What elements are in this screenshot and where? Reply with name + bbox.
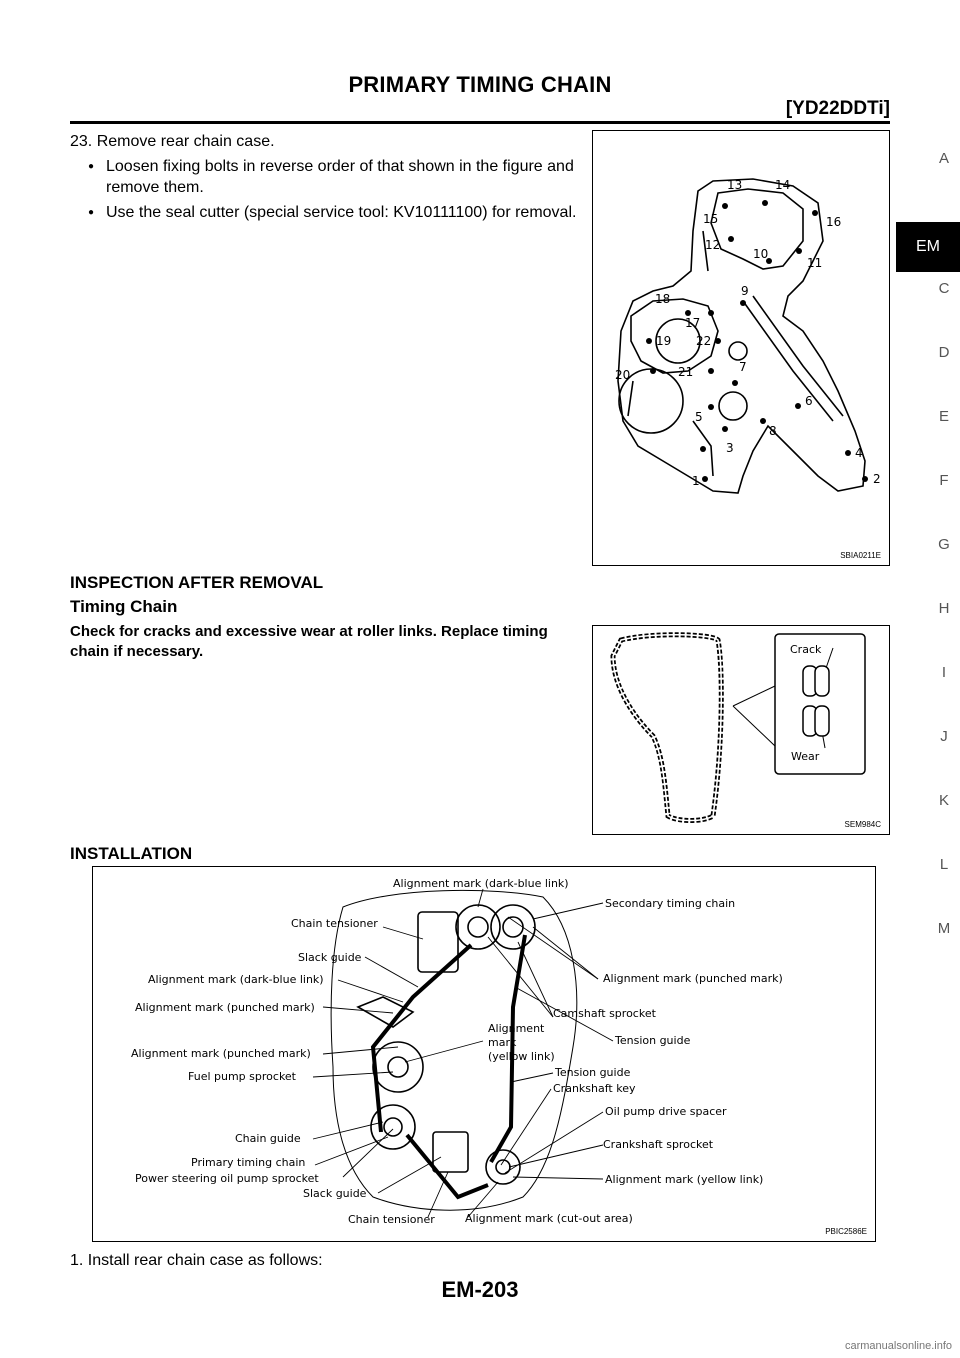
- figure-timing-chain-inspection: [592, 625, 890, 835]
- watermark: carmanualsonline.info: [844, 1340, 952, 1352]
- bullet-icon: ●: [88, 207, 95, 218]
- bolt-label-22: 22: [696, 334, 712, 348]
- wear-label: Wear: [791, 750, 820, 763]
- subheading-timing-chain: Timing Chain: [70, 597, 178, 616]
- side-index-f[interactable]: F: [939, 472, 949, 489]
- side-index-k[interactable]: K: [938, 792, 949, 809]
- section-heading-inspection: INSPECTION AFTER REMOVAL: [70, 573, 324, 592]
- figure-timing-chain-installation: [92, 866, 876, 1242]
- fig3-label-align-punched-right: Alignment mark (punched mark): [603, 972, 783, 985]
- bolt-label-3: 3: [726, 441, 734, 455]
- fig3-label-ps-oil-pump-sprocket: Power steering oil pump sprocket: [135, 1172, 319, 1185]
- fig3-label-chain-tensioner-top: Chain tensioner: [291, 917, 378, 930]
- page-title: PRIMARY TIMING CHAIN: [348, 72, 612, 97]
- bullet-text: Loosen fixing bolts in reverse order of that shown in the figure and remove them.: [106, 158, 574, 196]
- engine-code: [YD22DDTi]: [785, 98, 890, 119]
- bolt-label-18: 18: [655, 292, 671, 306]
- side-index-c[interactable]: C: [938, 280, 950, 297]
- fig3-label-crankshaft-sprocket: Crankshaft sprocket: [603, 1138, 714, 1151]
- fig3-label-secondary-chain: Secondary timing chain: [605, 897, 736, 910]
- bullet-text: Use the seal cutter (special service tool: KV10111100) for removal.: [106, 204, 577, 221]
- fig3-label-oil-pump-spacer: Oil pump drive spacer: [605, 1105, 727, 1118]
- fig3-label-align-punched-lower: Alignment mark (punched mark): [131, 1047, 311, 1060]
- fig3-label-slack-guide-bottom: Slack guide: [303, 1187, 367, 1200]
- fig3-label-tension-guide-lower: Tension guide: [555, 1066, 631, 1079]
- step-23-bullet-1: [88, 156, 582, 198]
- fig3-label-chain-tensioner-bottom: Chain tensioner: [348, 1213, 435, 1226]
- figure-code: SBIA0211E: [840, 551, 881, 560]
- side-index-i[interactable]: I: [941, 664, 947, 681]
- side-index-g[interactable]: G: [938, 536, 950, 553]
- side-index-em-active[interactable]: EM: [896, 222, 960, 272]
- bolt-label-11: 11: [807, 256, 823, 270]
- bolt-label-20: 20: [615, 368, 631, 382]
- section-heading-installation: INSTALLATION: [70, 844, 193, 863]
- fig3-label-align-cutout: Alignment mark (cut-out area): [465, 1212, 633, 1225]
- installation-drawing: [93, 867, 874, 1240]
- fig3-label-primary-chain: Primary timing chain: [191, 1156, 306, 1169]
- side-index-d[interactable]: D: [938, 344, 950, 361]
- fig3-label-align-darkblue-left: Alignment mark (dark-blue link): [148, 973, 324, 986]
- page-number: EM-203: [441, 1277, 519, 1302]
- side-index-e[interactable]: E: [938, 408, 949, 425]
- side-index-h[interactable]: H: [938, 600, 950, 617]
- bolt-label-5: 5: [695, 410, 703, 424]
- side-index-l[interactable]: L: [939, 856, 949, 873]
- header-rule: [70, 121, 890, 124]
- step-23: [70, 131, 582, 223]
- step-1: 1. Install rear chain case as follows:: [70, 1252, 323, 1269]
- bolt-label-12: 12: [705, 238, 721, 252]
- bolt-label-15: 15: [703, 212, 719, 226]
- bolt-label-14: 14: [775, 178, 791, 192]
- bolt-label-10: 10: [753, 247, 769, 261]
- fig3-label-yellow-link: (yellow link): [488, 1050, 555, 1063]
- fig3-label-crankshaft-key: Crankshaft key: [553, 1082, 636, 1095]
- bolt-label-2: 2: [873, 472, 881, 486]
- bolt-label-9: 9: [741, 284, 749, 298]
- figure-rear-chain-case: [592, 130, 890, 566]
- bolt-label-17: 17: [685, 316, 701, 330]
- fig3-label-tension-guide-upper: Tension guide: [615, 1034, 691, 1047]
- fig3-label-camshaft-sprocket: Camshaft sprocket: [553, 1007, 656, 1020]
- fig3-label-slack-guide-top: Slack guide: [298, 951, 362, 964]
- step-23-bullet-2: [88, 202, 582, 223]
- bolt-label-6: 6: [805, 394, 813, 408]
- inspection-note: Check for cracks and excessive wear at roller links. Replace timing chain if necessary.: [70, 623, 548, 660]
- bolt-label-4: 4: [855, 446, 863, 460]
- bolt-label-21: 21: [678, 365, 694, 379]
- step-23-text: 23. Remove rear chain case.: [70, 133, 275, 150]
- bullet-icon: ●: [88, 161, 95, 172]
- fig3-label-align-yellow-lower: Alignment mark (yellow link): [605, 1173, 764, 1186]
- bolt-label-19: 19: [656, 334, 672, 348]
- figure-code: SEM984C: [844, 820, 881, 829]
- side-index-m[interactable]: M: [937, 920, 951, 937]
- bolt-label-7: 7: [739, 360, 747, 374]
- fig3-label-align-punched-left: Alignment mark (punched mark): [135, 1001, 315, 1014]
- rear-chain-case-drawing: [593, 131, 888, 564]
- crack-label: Crack: [790, 643, 822, 656]
- bolt-label-16: 16: [826, 215, 842, 229]
- bolt-label-13: 13: [727, 178, 743, 192]
- fig3-label-mark: mark: [488, 1036, 517, 1049]
- bolt-label-1: 1: [692, 474, 700, 488]
- fig3-label-fuel-pump-sprocket: Fuel pump sprocket: [188, 1070, 296, 1083]
- fig3-label-chain-guide: Chain guide: [235, 1132, 301, 1145]
- fig3-label-align-darkblue-top: Alignment mark (dark-blue link): [393, 877, 569, 890]
- side-index-j[interactable]: J: [940, 728, 948, 745]
- side-index-a[interactable]: A: [938, 150, 949, 167]
- timing-chain-drawing: [593, 626, 888, 833]
- figure-code: PBIC2586E: [825, 1227, 867, 1236]
- bolt-label-8: 8: [769, 424, 777, 438]
- fig3-label-alignment: Alignment: [488, 1022, 545, 1035]
